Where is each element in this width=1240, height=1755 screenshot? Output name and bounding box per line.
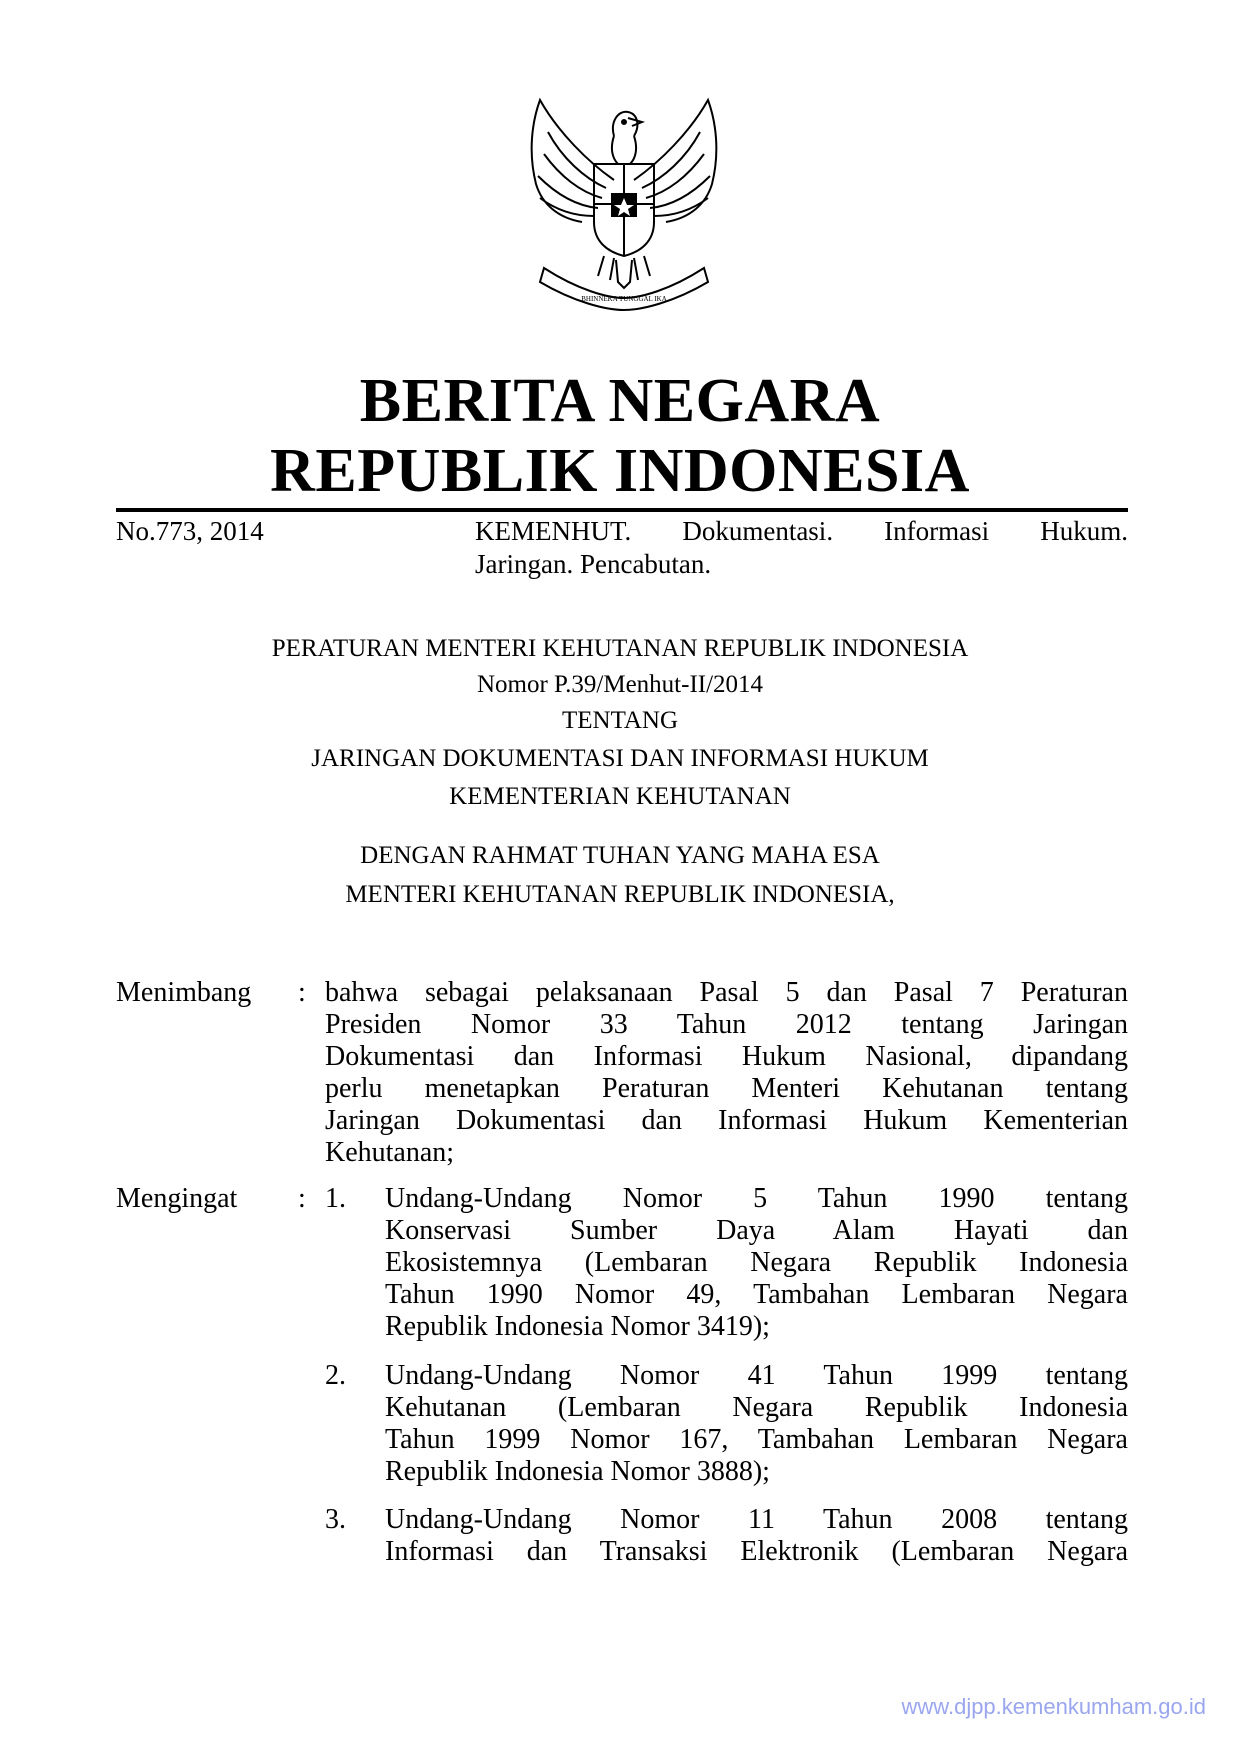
mengingat-item-2 [385,1360,1128,1488]
mengingat-label: Mengingat [116,1183,238,1214]
menimbang-line: Presiden Nomor 33 Tahun 2012 tentang Jaringan [325,1009,1128,1040]
mengingat-colon: : [298,1183,306,1214]
mengingat-item-line: Tahun 1999 Nomor 167, Tambahan Lembaran Negara [385,1424,1128,1455]
mengingat-item-line: Undang-Undang Nomor 41 Tahun 1999 tentang [385,1360,1128,1391]
masthead-divider [116,508,1128,512]
menimbang-label: Menimbang [116,977,252,1008]
mengingat-item-line: Informasi dan Transaksi Elektronik (Lembaran Negara [385,1536,1128,1567]
mengingat-item-line: Tahun 1990 Nomor 49, Tambahan Lembaran Negara [385,1279,1128,1310]
preamble-line-2: MENTERI KEHUTANAN REPUBLIK INDONESIA, [345,881,895,908]
gazette-number: No.773, 2014 [116,516,264,546]
menimbang-line: Jaringan Dokumentasi dan Informasi Hukum Kementerian [325,1105,1128,1136]
mengingat-item-number: 2. [325,1360,346,1391]
masthead-line-1: BERITA NEGARA [359,367,881,435]
regulation-number: Nomor P.39/Menhut-II/2014 [476,671,764,698]
garuda-pancasila-emblem-icon [518,92,730,312]
menimbang-line: perlu menetapkan Peraturan Menteri Kehutanan tentang [325,1073,1128,1104]
mengingat-item-line: Konservasi Sumber Daya Alam Hayati dan [385,1215,1128,1246]
mengingat-item-line: Kehutanan (Lembaran Negara Republik Indonesia [385,1392,1128,1423]
mengingat-item-1 [385,1183,1128,1343]
preamble-line-1: DENGAN RAHMAT TUHAN YANG MAHA ESA [360,842,880,869]
mengingat-item-number: 1. [325,1183,346,1214]
mengingat-item-line: Undang-Undang Nomor 11 Tahun 2008 tentang [385,1504,1128,1535]
mengingat-item-line: Ekosistemnya (Lembaran Negara Republik Indonesia [385,1247,1128,1278]
masthead-line-2: REPUBLIK INDONESIA [270,437,970,505]
menimbang-line: Dokumentasi dan Informasi Hukum Nasional, dipandang [325,1041,1128,1072]
mengingat-item-line: Republik Indonesia Nomor 3888); [385,1456,770,1487]
menimbang-colon: : [298,977,306,1008]
regulation-title-line-1: PERATURAN MENTERI KEHUTANAN REPUBLIK INDONESIA [271,635,969,662]
gazette-subject-line-1: KEMENHUT. Dokumentasi. Informasi Hukum. [475,516,1128,546]
menimbang-line: bahwa sebagai pelaksanaan Pasal 5 dan Pasal 7 Peraturan [325,977,1128,1008]
mengingat-item-3 [385,1504,1128,1568]
mengingat-item-number: 3. [325,1504,346,1535]
mengingat-item-line: Republik Indonesia Nomor 3419); [385,1311,770,1342]
regulation-subject-line-2: KEMENTERIAN KEHUTANAN [449,783,791,810]
menimbang-line: Kehutanan; [325,1137,455,1168]
svg-text:BHINNEKA TUNGGAL IKA: BHINNEKA TUNGGAL IKA [581,295,667,303]
menimbang-text [325,977,1128,1169]
mengingat-item-line: Undang-Undang Nomor 5 Tahun 1990 tentang [385,1183,1128,1214]
regulation-tentang: TENTANG [561,707,679,734]
gazette-subject-line-2: Jaringan. Pencabutan. [475,549,712,579]
regulation-subject-line-1: JARINGAN DOKUMENTASI DAN INFORMASI HUKUM [311,745,929,772]
footer-website-link[interactable]: www.djpp.kemenkumham.go.id [901,1694,1206,1719]
